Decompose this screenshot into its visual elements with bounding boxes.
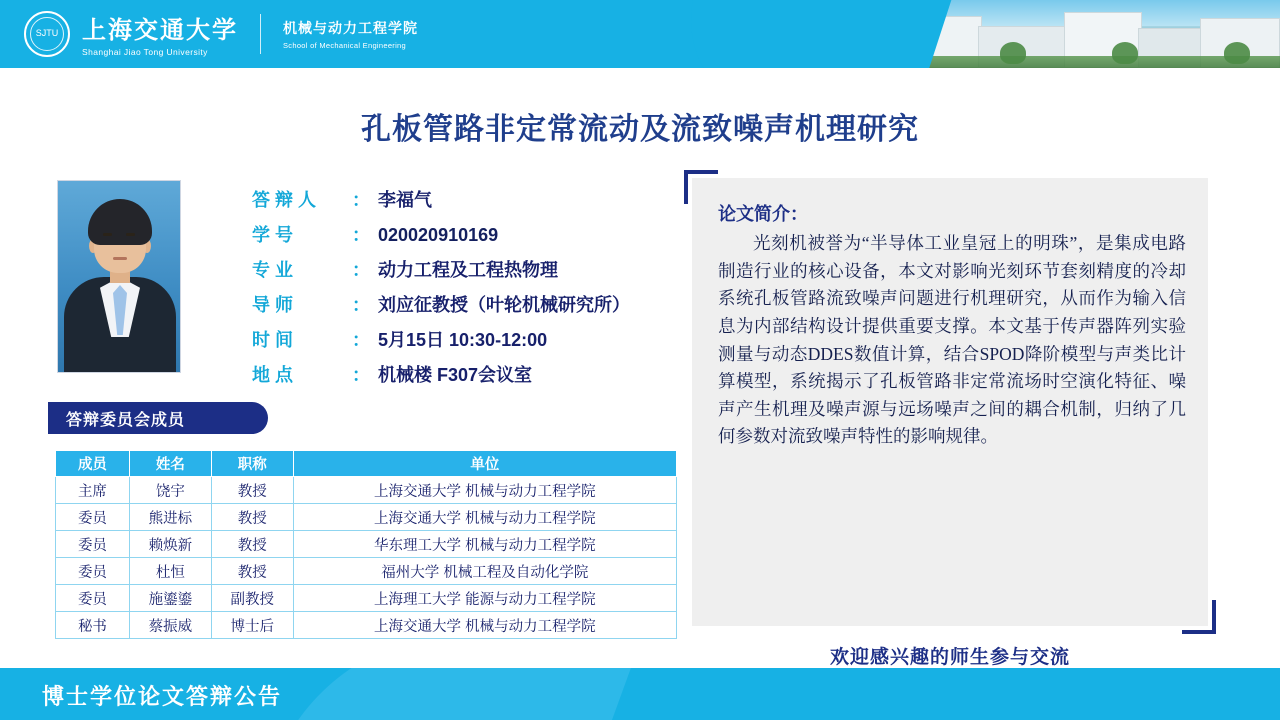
cell-title: 副教授 (211, 585, 293, 612)
column-header-title: 职称 (211, 451, 293, 477)
cell-role: 主席 (56, 477, 130, 504)
cell-role: 委员 (56, 585, 130, 612)
info-value-time: 5月15日 10:30-12:00 (378, 330, 548, 350)
university-seal-icon (24, 11, 70, 57)
info-row (252, 291, 672, 317)
school-name-cn: 机械与动力工程学院 (283, 19, 418, 36)
info-label: 导 师 (252, 295, 294, 315)
cell-affiliation: 福州大学 机械工程及自动化学院 (293, 558, 676, 585)
committee-table (55, 450, 677, 639)
info-row (252, 326, 672, 352)
abstract-panel (692, 178, 1208, 626)
info-value-candidate: 李福气 (378, 190, 432, 210)
committee-badge: 答辩委员会成员 (48, 402, 268, 434)
cell-title: 教授 (211, 477, 293, 504)
university-name-cn: 上海交通大学 (82, 18, 238, 44)
tree-icon (1000, 42, 1026, 64)
info-label: 时 间 (252, 330, 294, 350)
footer-title: 博士学位论文答辩公告 (42, 684, 283, 709)
table-row (56, 558, 677, 585)
column-header-name: 姓名 (129, 451, 211, 477)
abstract-heading: 论文简介： (718, 204, 808, 224)
table-header-row (56, 451, 677, 477)
cell-name: 熊进标 (129, 504, 211, 531)
cell-affiliation: 华东理工大学 机械与动力工程学院 (293, 531, 676, 558)
cell-affiliation: 上海交通大学 机械与动力工程学院 (293, 612, 676, 639)
page-header (0, 0, 1280, 68)
cell-affiliation: 上海理工大学 能源与动力工程学院 (293, 585, 676, 612)
photo-eye (103, 233, 112, 236)
table-row (56, 585, 677, 612)
column-header-affiliation: 单位 (293, 451, 676, 477)
cell-role: 秘书 (56, 612, 130, 639)
table-row (56, 504, 677, 531)
welcome-note: 欢迎感兴趣的师生参与交流 (829, 647, 1070, 668)
info-value-advisor: 刘应征教授（叶轮机械研究所） (378, 295, 630, 315)
cell-title: 博士后 (211, 612, 293, 639)
photo-eye (126, 233, 135, 236)
cell-title: 教授 (211, 531, 293, 558)
cell-name: 蔡振威 (129, 612, 211, 639)
info-value-major: 动力工程及工程热物理 (378, 260, 558, 280)
info-label: 专 业 (252, 260, 294, 280)
info-row (252, 256, 672, 282)
table-row (56, 477, 677, 504)
info-colon: ： (352, 365, 370, 385)
logo-divider (260, 14, 261, 54)
info-row (252, 361, 672, 387)
footer-curve-decoration (278, 668, 642, 720)
cell-name: 施鎏鎏 (129, 585, 211, 612)
info-colon: ： (352, 260, 370, 280)
school-name-en: School of Mechanical Engineering (283, 40, 407, 50)
cell-name: 杜恒 (129, 558, 211, 585)
abstract-text: 光刻机被誉为“半导体工业皇冠上的明珠”，是集成电路制造行业的核心设备，本文对影响光刻环节套刻精度的冷却系统孔板管路流致噪声问题进行机理研究，从而作为输入信息为内部结构设计提供重要支撑。本文基于传声器阵列实验测量与动态DDES数值计算，结合SPOD降阶模型与声类比计算模型，系统揭示了孔板管路非定常流场时空演化特征、噪声产生机理及噪声源与远场噪声之间的耦合机制，归纳了几何参数对流致噪声特性的影响规律。 (718, 233, 1186, 447)
tree-icon (1112, 42, 1138, 64)
page-footer (0, 668, 1280, 720)
info-row (252, 186, 672, 212)
defense-info-list (252, 186, 672, 396)
cell-affiliation: 上海交通大学 机械与动力工程学院 (293, 477, 676, 504)
info-colon: ： (352, 330, 370, 350)
info-colon: ： (352, 295, 370, 315)
header-curve-decoration (656, 0, 965, 68)
cell-title: 教授 (211, 558, 293, 585)
info-colon: ： (352, 225, 370, 245)
tree-icon (1224, 42, 1250, 64)
photo-mouth (113, 257, 127, 260)
info-value-location: 机械楼 F307会议室 (378, 365, 533, 385)
info-value-student-id: 020020910169 (378, 225, 499, 245)
photo-hair (88, 199, 152, 245)
page-title: 孔板管路非定常流动及流致噪声机理研究 (361, 113, 919, 146)
cell-role: 委员 (56, 504, 130, 531)
table-row (56, 612, 677, 639)
cell-role: 委员 (56, 531, 130, 558)
cell-role: 委员 (56, 558, 130, 585)
university-logo (24, 10, 418, 57)
info-label: 学 号 (252, 225, 294, 245)
cell-affiliation: 上海交通大学 机械与动力工程学院 (293, 504, 676, 531)
cell-name: 赖焕新 (129, 531, 211, 558)
info-colon: ： (352, 190, 370, 210)
info-row (252, 221, 672, 247)
school-name-block (283, 18, 418, 50)
table-row (56, 531, 677, 558)
cell-name: 饶宇 (129, 477, 211, 504)
cell-title: 教授 (211, 504, 293, 531)
info-label: 答 辩 人 (252, 190, 317, 210)
university-name-en: Shanghai Jiao Tong University (82, 47, 208, 57)
corner-bracket-icon (1182, 600, 1216, 634)
university-name-block (82, 10, 238, 57)
seal-text: SJTU (35, 28, 59, 38)
info-label: 地 点 (252, 365, 294, 385)
corner-bracket-icon (684, 170, 718, 204)
candidate-photo (57, 180, 181, 373)
column-header-role: 成员 (56, 451, 130, 477)
